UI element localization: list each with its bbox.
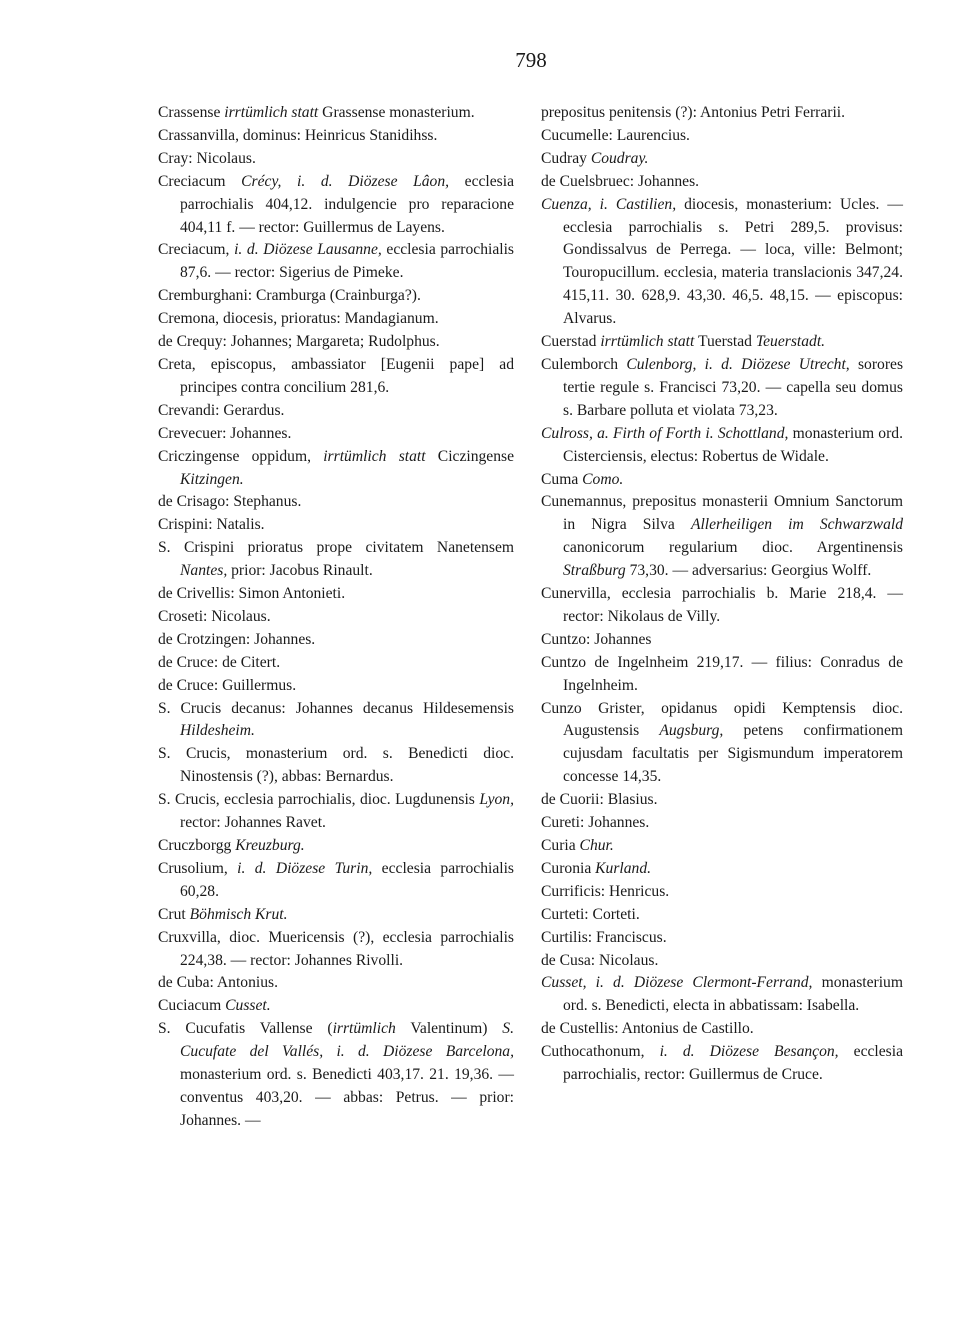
index-entry: Creciacum, i. d. Diözese Lausanne, ecclesia parrochialis 87,6. — rector: Sigerius de Pimeke. xyxy=(158,241,514,282)
index-entry: de Crisago: Stephanus. xyxy=(158,493,302,511)
index-entry: Cunzo Grister, opidanus opidi Kemptensis dioc. Augustensis Augsburg, petens confirmationem cujusdam facultatis per Sigismundum imperatorem concesse 14,35. xyxy=(541,699,903,786)
index-entry: Cuerstad irrtümlich statt Tuerstad Teuerstadt. xyxy=(541,333,826,351)
index-entry: Cuma Como. xyxy=(541,470,624,488)
index-entry: Creta, episcopus, ambassiator [Eugenii pape] ad principes contra concilium 281,6. xyxy=(158,355,514,396)
index-entry: de Cruce: Guillermus. xyxy=(158,676,297,694)
index-entry: Cuntzo: Johannes xyxy=(541,630,652,648)
index-entry: de Crivellis: Simon Antonieti. xyxy=(158,585,346,603)
index-entry: Cuciacum Cusset. xyxy=(158,997,271,1015)
index-entry: Curteti: Corteti. xyxy=(541,905,640,923)
index-entry: Cudray Coudray. xyxy=(541,149,649,167)
index-entry: de Crotzingen: Johannes. xyxy=(158,630,316,648)
index-entry: Crut Böhmisch Krut. xyxy=(158,905,288,923)
index-entry: Cunervilla, ecclesia parrochialis b. Marie 218,4. — rector: Nikolaus de Villy. xyxy=(541,585,903,625)
index-entry: Crevandi: Gerardus. xyxy=(158,401,285,419)
index-entry: Curonia Kurland. xyxy=(541,859,652,877)
index-entry: Culross, a. Firth of Forth i. Schottland, monasterium ord. Cisterciensis, electus: Robertus de Widale. xyxy=(541,424,903,465)
index-entry: Croseti: Nicolaus. xyxy=(158,607,271,625)
index-entry: Cremburghani: Cramburga (Crainburga?). xyxy=(158,287,421,305)
index-entry: Cuthocathonum, i. d. Diözese Besançon, ecclesia parrochialis, rector: Guillermus de Cruce. xyxy=(541,1043,903,1084)
index-entry: Cusset, i. d. Diözese Clermont-Ferrand, monasterium ord. s. Benedicti, electa in abbatissam: Isabella. xyxy=(541,974,903,1015)
index-entry: Cray: Nicolaus. xyxy=(158,149,256,167)
index-entry: de Custellis: Antonius de Castillo. xyxy=(541,1020,754,1038)
index-entry: prepositus penitensis (?): Antonius Petri Ferrarii. xyxy=(541,104,846,121)
index-entry: de Cusa: Nicolaus. xyxy=(541,951,659,969)
right-column xyxy=(541,102,903,1087)
index-entry: Cruczborgg Kreuzburg. xyxy=(158,837,305,854)
index-entry: de Cuorii: Blasius. xyxy=(541,791,658,809)
index-entry: Crassanvilla, dominus: Heinricus Stanidihss. xyxy=(158,126,438,144)
index-entry: de Cuba: Antonius. xyxy=(158,974,278,992)
index-entry: Curia Chur. xyxy=(541,837,614,854)
index-entry: de Cuelsbruec: Johannes. xyxy=(541,172,700,190)
index-entry: Criczingense oppidum, irrtümlich statt Ciczingense Kitzingen. xyxy=(158,447,515,488)
index-entry: Cucumelle: Laurencius. xyxy=(541,126,690,144)
index-entry: Cureti: Johannes. xyxy=(541,814,650,832)
page-number: 798 xyxy=(515,48,547,72)
index-entry: Cuntzo de Ingelnheim 219,17. — filius: Conradus de Ingelnheim. xyxy=(541,653,903,694)
index-entry: Crevecuer: Johannes. xyxy=(158,424,292,442)
index-entry: Cunemannus, prepositus monasterii Omnium Sanctorum in Nigra Silva Allerheiligen im Schwarzwald canonicorum regularium dioc. Argentinensis Straßburg 73,30. — adversarius: Georgius Wolff. xyxy=(541,493,903,580)
index-entry: Cuenza, i. Castilien, diocesis, monasterium: Ucles. — ecclesia parrochialis s. Petri 289,5. provisus: Gondissalvus de Perrega. — loca, ville: Belmont; Touropucillum. ecclesia, materia translacionis 347,24. 415,11. 30. 628,9. 43,30. 46,5. 48,15. — episcopus: Alvarus. xyxy=(541,195,903,328)
index-entry: de Crequy: Johannes; Margareta; Rudolphus. xyxy=(158,333,440,351)
index-entry: S. Cucufatis Vallense (irrtümlich Valentinum) S. Cucufate del Vallés, i. d. Diözese Barcelona, monasterium ord. s. Benedicti 403,17. 21. 19,36. — conventus 403,20. — abbas: Petrus. — prior: Johannes. — xyxy=(158,1020,514,1129)
index-entry: Culemborch Culenborg, i. d. Diözese Utrecht, sorores tertie regule s. Francisci 73,20. — capella seu domus s. Barbare polluta et violata 73,23. xyxy=(541,355,904,419)
index-entry: Currificis: Henricus. xyxy=(541,882,670,900)
left-column xyxy=(158,102,514,1133)
index-entry: de Cruce: de Citert. xyxy=(158,653,281,671)
index-entry: Cremona, diocesis, prioratus: Mandagianum. xyxy=(158,310,439,328)
index-entry: S. Crucis, ecclesia parrochialis, dioc. Lugdunensis Lyon, rector: Johannes Ravet. xyxy=(158,791,514,832)
index-entry: Crispini: Natalis. xyxy=(158,516,265,534)
index-entry: Cruxvilla, dioc. Muericensis (?), ecclesia parrochialis 224,38. — rector: Johannes Rivolli. xyxy=(158,928,514,969)
index-entry: Crusolium, i. d. Diözese Turin, ecclesia parrochialis 60,28. xyxy=(158,859,515,900)
index-entry: S. Crispini prioratus prope civitatem Nanetensem Nantes, prior: Jacobus Rinault. xyxy=(158,539,514,580)
index-entry: Crassense irrtümlich statt Grassense monasterium. xyxy=(158,104,475,121)
index-entry: S. Crucis decanus: Johannes decanus Hildesemensis Hildesheim. xyxy=(158,699,514,740)
index-entry: Creciacum Crécy, i. d. Diözese Lâon, ecclesia parrochialis 404,12. indulgencie pro reparacione 404,11 f. — rector: Guillermus de Layens. xyxy=(158,172,514,236)
index-entry: Curtilis: Franciscus. xyxy=(541,928,667,946)
index-entry: S. Crucis, monasterium ord. s. Benedicti dioc. Ninostensis (?), abbas: Bernardus. xyxy=(158,745,514,786)
